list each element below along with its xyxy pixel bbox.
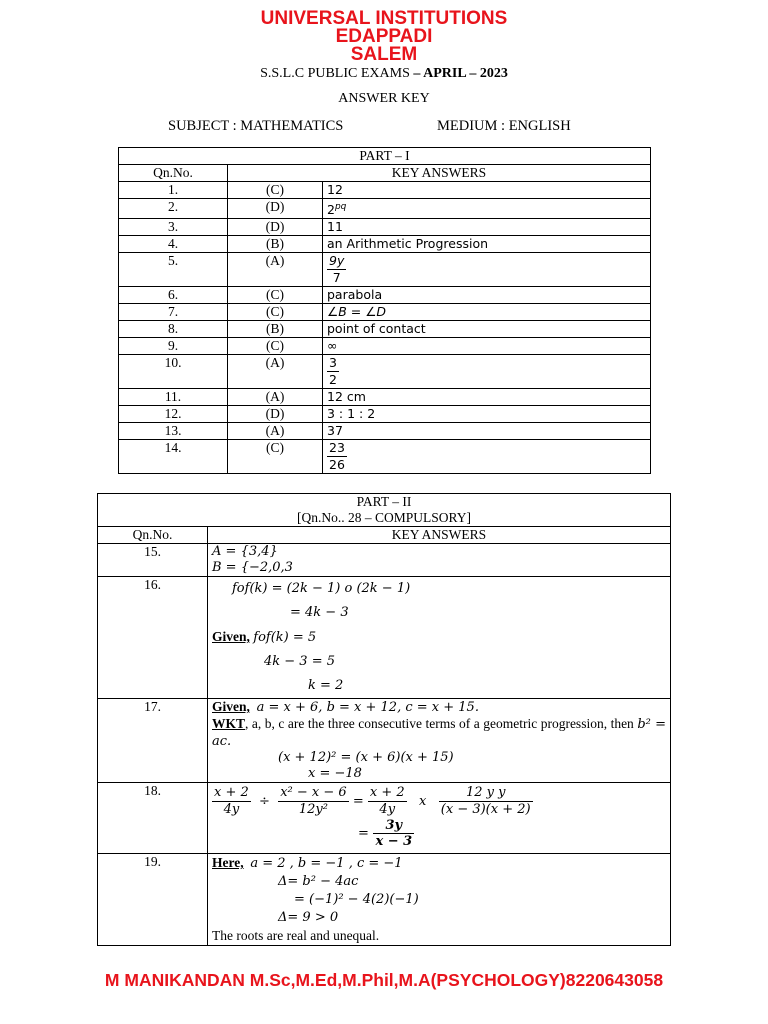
- answer-line: (x + 12)² = (x + 6)(x + 15): [278, 750, 454, 765]
- answer-line: Δ= b² − 4ac: [278, 874, 359, 889]
- answer-line: = 4k − 3: [290, 605, 349, 620]
- question-number: 17.: [98, 699, 208, 783]
- answer-option: (A): [228, 355, 323, 389]
- answer-value: [323, 389, 651, 406]
- answer-text: ∞: [327, 338, 338, 354]
- here-label: Here,: [212, 855, 244, 870]
- simplified-result: [212, 818, 666, 849]
- fraction-denominator: x − 3: [375, 834, 413, 849]
- part1-rows: [119, 182, 651, 474]
- fraction-numerator: 3y: [373, 818, 414, 834]
- answer-option: (C): [228, 304, 323, 321]
- answer-option: (B): [228, 321, 323, 338]
- operator: =: [352, 794, 364, 809]
- table-row: [119, 199, 651, 219]
- answer-text: 3 : 1 : 2: [327, 406, 376, 422]
- question-number: 4.: [119, 236, 228, 253]
- answer-option: (C): [228, 182, 323, 199]
- table-row: [98, 783, 671, 854]
- answer-option: (D): [228, 406, 323, 423]
- table-row: [119, 219, 651, 236]
- table-row: [119, 389, 651, 406]
- medium-label: MEDIUM : ENGLISH: [437, 118, 571, 134]
- footer-author: M MANIKANDAN M.Sc,M.Ed,M.Phil,M.A(PSYCHOLOGY)8220643058: [104, 970, 664, 990]
- table-row: [119, 253, 651, 287]
- answer-value: [323, 236, 651, 253]
- fraction-numerator: x + 2: [369, 785, 405, 800]
- exam-month: – APRIL –: [409, 66, 480, 81]
- question-number: 15.: [98, 544, 208, 577]
- fraction-denominator: 2: [329, 372, 337, 388]
- question-number: 12.: [119, 406, 228, 423]
- fraction-numerator: 9y: [329, 253, 345, 269]
- answer-value: [323, 338, 651, 355]
- table-row: [119, 338, 651, 355]
- question-number: 7.: [119, 304, 228, 321]
- answer-value: [323, 304, 651, 321]
- question-number: 5.: [119, 253, 228, 287]
- table-row: [119, 406, 651, 423]
- subject-label: SUBJECT : MATHEMATICS: [168, 118, 344, 134]
- table-row: [98, 699, 671, 783]
- answer-value: [323, 219, 651, 236]
- answer-text: 12: [327, 182, 343, 197]
- table-row: [119, 440, 651, 474]
- answer-line: fof(k) = (2k − 1) o (2k − 1): [232, 581, 411, 596]
- fraction-denominator: 12y²: [298, 802, 328, 817]
- institution-town: EDAPPADI: [335, 26, 433, 47]
- part2-table: [97, 493, 671, 946]
- fraction-numerator: 23: [329, 440, 345, 456]
- answer-line: b² = ac.: [212, 717, 666, 749]
- answer-value: [323, 423, 651, 440]
- answer-option: (D): [228, 219, 323, 236]
- answer-value: [323, 253, 651, 287]
- answer-option: (A): [228, 389, 323, 406]
- operator: x: [419, 794, 427, 809]
- exam-name: S.S.L.C PUBLIC EXAMS: [260, 66, 410, 81]
- answer-text: 11: [327, 219, 343, 235]
- answer-option: (C): [228, 338, 323, 355]
- exam-year: 2023: [479, 66, 508, 81]
- question-number: 14.: [119, 440, 228, 474]
- fraction-denominator: 4y: [379, 802, 396, 817]
- answer-line: 4k − 3 = 5: [264, 654, 336, 669]
- question-number: 10.: [119, 355, 228, 389]
- institution-name: UNIVERSAL INSTITUTIONS: [260, 8, 508, 29]
- table-row: [119, 287, 651, 304]
- answer-text: an Arithmetic Progression: [327, 236, 489, 252]
- table-row: [119, 355, 651, 389]
- answer-text: 12 cm: [327, 389, 366, 405]
- institution-district: SALEM: [350, 44, 418, 65]
- answer-option: (C): [228, 287, 323, 304]
- answer-line: x = −18: [308, 766, 362, 781]
- question-number: 3.: [119, 219, 228, 236]
- fraction-denominator: (x − 3)(x + 2): [440, 802, 531, 817]
- fraction-numerator: 3: [329, 355, 337, 371]
- given-label: Given,: [212, 699, 250, 714]
- answer-text: 37: [327, 423, 343, 439]
- part1-table: [118, 147, 651, 474]
- answer-line: fof(k) = 5: [253, 630, 317, 645]
- question-number: 11.: [119, 389, 228, 406]
- part1-col-qn: Qn.No.: [119, 165, 228, 182]
- answer-line: k = 2: [308, 678, 344, 693]
- answer-value: [323, 199, 651, 219]
- answer-option: (A): [228, 253, 323, 287]
- answer-text: point of contact: [327, 321, 426, 337]
- division-expression: [212, 783, 666, 818]
- fraction-denominator: 7: [332, 270, 341, 286]
- question-number: 16.: [98, 577, 208, 699]
- question-number: 2.: [119, 199, 228, 219]
- table-row: [98, 577, 671, 699]
- operator: ÷: [259, 794, 270, 809]
- fraction-numerator: x + 2: [214, 785, 249, 800]
- fraction-denominator: 4y: [223, 802, 240, 817]
- table-row: [98, 854, 671, 946]
- answer-value: [323, 182, 651, 199]
- table-row: [119, 236, 651, 253]
- wkt-label: WKT: [212, 716, 246, 731]
- answer-option: (A): [228, 423, 323, 440]
- answer-line: a = 2 , b = −1 , c = −1: [250, 856, 403, 871]
- question-number: 6.: [119, 287, 228, 304]
- answer-option: (D): [228, 199, 323, 219]
- answer-text: parabola: [327, 287, 383, 303]
- question-number: 8.: [119, 321, 228, 338]
- fraction-numerator: x² − x − 6: [280, 785, 347, 800]
- answer-value: [323, 440, 651, 474]
- question-number: 1.: [119, 182, 228, 199]
- fraction-denominator: 26: [329, 457, 345, 473]
- exam-title: [0, 66, 768, 82]
- part2-subtitle: [Qn.No.. 28 – COMPULSORY]: [296, 510, 472, 525]
- question-number: 9.: [119, 338, 228, 355]
- given-label: Given,: [212, 629, 250, 644]
- part1-title: PART – I: [119, 148, 651, 165]
- answer-text: ∠B = ∠D: [327, 304, 387, 320]
- conclusion: The roots are real and unequal.: [212, 928, 380, 943]
- part2-col-key: KEY ANSWERS: [208, 527, 671, 544]
- answer-line: A = {3,4}: [212, 544, 278, 559]
- table-row: [119, 304, 651, 321]
- answer-value: [323, 355, 651, 389]
- answer-option: (C): [228, 440, 323, 474]
- part1-col-key: KEY ANSWERS: [228, 165, 651, 182]
- exponent: pq: [334, 202, 347, 212]
- fraction-numerator: 12 y y: [439, 785, 533, 802]
- question-number: 19.: [98, 854, 208, 946]
- table-row: [119, 423, 651, 440]
- part2-title: PART – II: [356, 494, 412, 509]
- answer-key-title: ANSWER KEY: [338, 91, 430, 106]
- operator: =: [358, 826, 369, 841]
- answer-line: a = x + 6, b = x + 12, c = x + 15.: [256, 700, 479, 715]
- question-number: 13.: [119, 423, 228, 440]
- answer-line: B = {−2,0,3: [212, 560, 293, 575]
- part2-col-qn: Qn.No.: [98, 527, 208, 544]
- answer-value: [323, 406, 651, 423]
- question-number: 18.: [98, 783, 208, 854]
- table-row: [98, 544, 671, 577]
- table-row: [119, 182, 651, 199]
- answer-option: (B): [228, 236, 323, 253]
- answer-text: 2: [327, 202, 335, 218]
- answer-line: , a, b, c are the three consecutive terms of a geometric progression, then: [245, 716, 638, 731]
- answer-line: Δ= 9 > 0: [278, 910, 339, 925]
- table-row: [119, 321, 651, 338]
- answer-line: = (−1)² − 4(2)(−1): [294, 892, 419, 907]
- part2-title-cell: [98, 494, 671, 527]
- answer-value: [323, 287, 651, 304]
- answer-value: [323, 321, 651, 338]
